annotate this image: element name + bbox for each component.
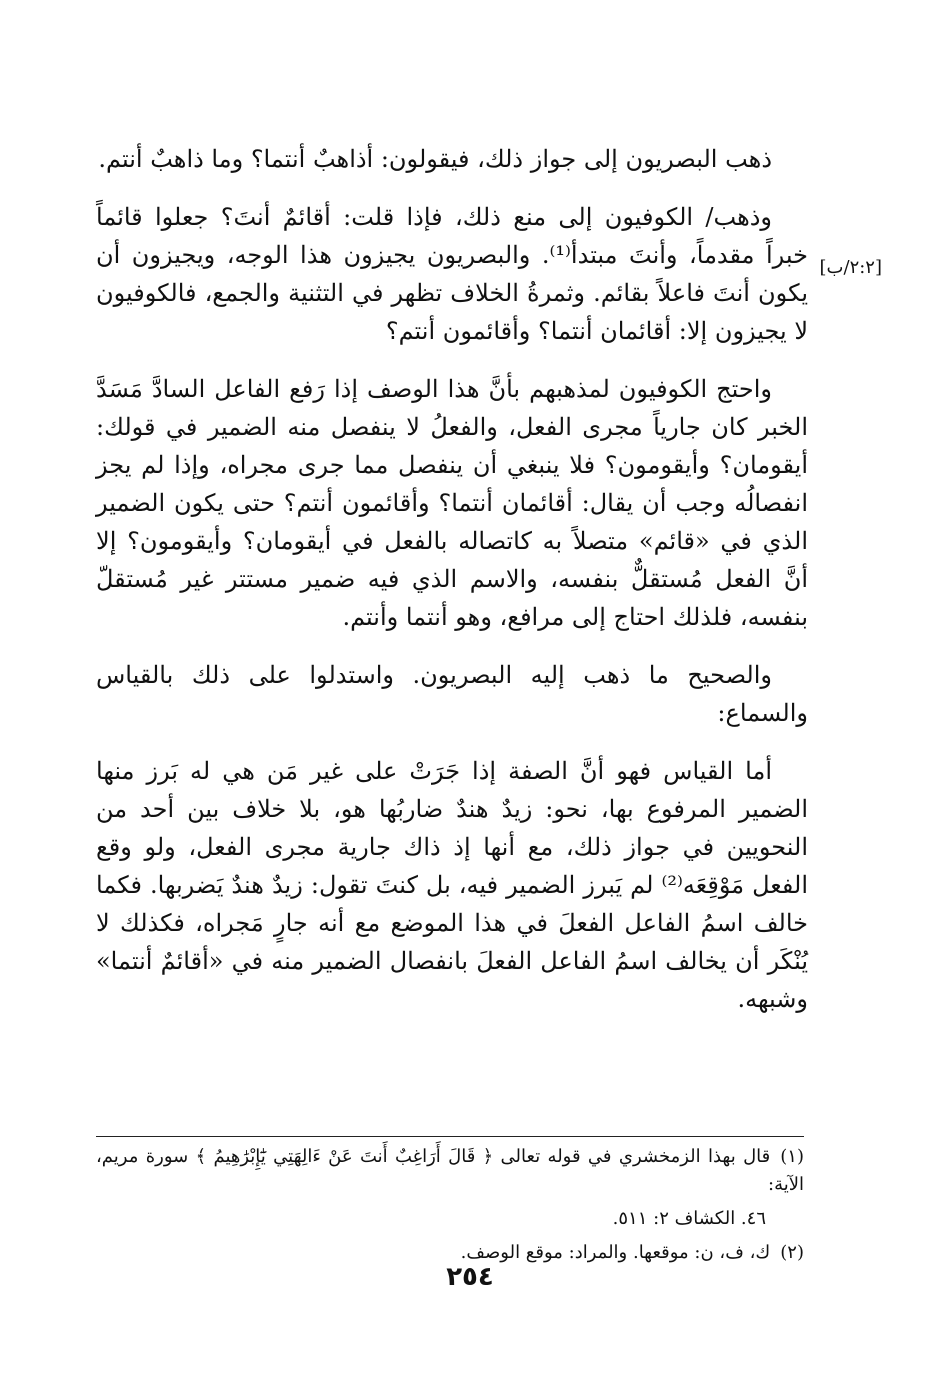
footnote-2-number: (٢) (780, 1242, 804, 1263)
footnote-2-text: ك، ف، ن: موقعها. والمراد: موقع الوصف. (460, 1242, 771, 1263)
paragraph-5: أما القياس فهو أنَّ الصفة إذا جَرَتْ على غير مَن هي له بَرز منها الضمير المرفوع بها، نحو: زيدٌ هندٌ ضاربُها هو، بلا خلاف بين أحد من النحويين في جواز ذلك، مع أنها إذ ذاك جارية مجرى الفعل، ولو وقع الفعل مَوْقِعَه⁽²⁾ لم يَبرز الضمير فيه، بل كنتَ تقول: زيدٌ هندٌ يَضربها. فكما خالف اسمُ الفاعل الفعلَ في هذا الموضع مع أنه جارٍ مَجراه، فكذلك لا يُنْكَر أن يخالف اسمُ الفاعل الفعلَ بانفصال الضمير منه في «أقائمٌ أنتما» وشبهه. (96, 757, 808, 1013)
page-number: ٢٥٤ (446, 1262, 494, 1292)
footnote-1-continuation: ٤٦. الكشاف ٢: ٥١١. (612, 1208, 766, 1229)
paragraph-3: واحتج الكوفيون لمذهبهم بأنَّ هذا الوصف إذا رَفع الفاعل السادَّ مَسَدَّ الخبر كان جارياً مجرى الفعل، والفعلُ لا ينفصل منه الضمير في قولك: أيقومان؟ وأيقومون؟ فلا ينبغي أن ينفصل مما جرى مجراه، وإذا لم يجز انفصالُه وجب أن يقال: أقائمان أنتما؟ وأقائمون أنتم؟ حتى يكون الضمير الذي في «قائم» متصلاً به كاتصاله بالفعل في أيقومان؟ وأيقومون؟ إلا أنَّ الفعل مُستقلٌّ بنفسه، والاسم الذي فيه ضمير مستتر غير مُستقلّ بنفسه، فلذلك احتاج إلى مرافع، وهو أنتما وأنتم. (96, 375, 808, 631)
footnote-1-number: (١) (780, 1146, 804, 1167)
paragraph-2: وذهب/ الكوفيون إلى منع ذلك، فإذا قلت: أقائمٌ أنتَ؟ جعلوا قائماً خبراً مقدماً، وأنتَ مبتدأ⁽¹⁾. والبصريون يجيزون هذا الوجه، ويجيزون أن يكون أنتَ فاعلاً بقائم. وثمرةُ الخلاف تظهر في التثنية والجمع، فالكوفيون لا يجيزون إلا: أقائمان أنتما؟ وأقائمون أنتم؟ (96, 203, 808, 345)
manuscript-folio-reference: [٢:٢/ب] (819, 257, 882, 278)
footnote-1-text: قال بهذا الزمخشري في قوله تعالى ﴿ قَالَ أَرَاغِبٌ أَنتَ عَنْ ءَالِهَتِي يَٰٓإِبْرَٰهِيمُ ﴾ سورة مريم، الآية: (96, 1146, 804, 1195)
footnotes (96, 1143, 804, 1273)
footnote-separator (96, 1136, 804, 1137)
footnote-1 (96, 1143, 804, 1199)
paragraph-4: والصحيح ما ذهب إليه البصريون. واستدلوا على ذلك بالقياس والسماع: (96, 661, 808, 727)
paragraph-1: ذهب البصريون إلى جواز ذلك، فيقولون: أذاهبٌ أنتما؟ وما ذاهبٌ أنتم. (98, 145, 772, 173)
main-text (96, 140, 808, 1018)
